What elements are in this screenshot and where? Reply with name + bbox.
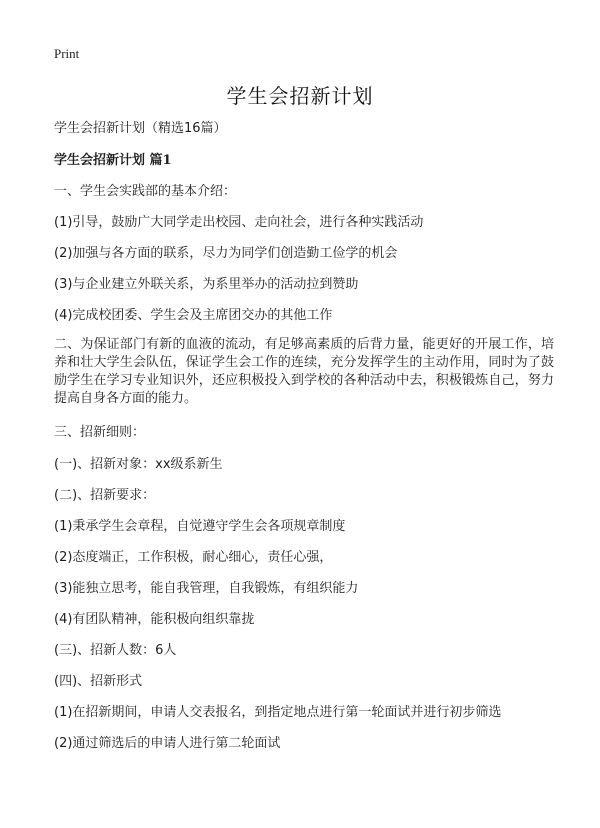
text-line: (2)加强与各方面的联系，尽力为同学们创造勤工俭学的机会	[54, 246, 398, 261]
text-line: (二)、招新要求：	[54, 488, 156, 503]
text-line: (1)秉承学生会章程，自觉遵守学生会各项规章制度	[54, 519, 346, 534]
section-heading: 学生会招新计划 篇1	[54, 153, 172, 168]
text-line: 一、学生会实践部的基本介绍：	[54, 184, 237, 199]
text-line: 三、招新细则：	[54, 425, 146, 440]
text-line: (3)能独立思考，能自我管理，自我锻炼，有组织能力	[54, 581, 359, 596]
text-line: (2)态度端正，工作积极，耐心细心，责任心强，	[54, 550, 333, 565]
text-line: (1)在招新期间，申请人交表报名，到指定地点进行第一轮面试并进行初步筛选	[54, 705, 502, 720]
page-title: 学生会招新计划	[226, 84, 374, 108]
document-subtitle: 学生会招新计划（精选16篇）	[54, 121, 227, 136]
text-line: (4)有团队精神，能积极向组织靠拢	[54, 612, 255, 627]
text-line: (四)、招新形式	[54, 674, 143, 689]
text-line: (三)、招新人数：6人	[54, 643, 177, 658]
text-line: (1)引导，鼓励广大同学走出校园、走向社会，进行各种实践活动	[54, 215, 424, 230]
text-line: (4)完成校团委、学生会及主席团交办的其他工作	[54, 308, 333, 323]
text-line: (2)通过筛选后的申请人进行第二轮面试	[54, 736, 281, 751]
body-paragraph: 二、为保证部门有新的血液的流动，有足够高素质的后背力量，能更好的开展工作，培养和壮大学生会队伍，保证学生会工作的连续，充分发挥学生的主动作用，同时为了鼓励学生在学习专业知识外，还应积极投入到学校的各种活动中去，积极锻炼自己，努力提高自身各方面的能力。	[54, 337, 554, 406]
print-link[interactable]: Print	[54, 46, 80, 61]
text-line: (一)、招新对象：xx级系新生	[54, 457, 223, 472]
text-line: (3)与企业建立外联关系，为系里举办的活动拉到赞助	[54, 277, 359, 292]
